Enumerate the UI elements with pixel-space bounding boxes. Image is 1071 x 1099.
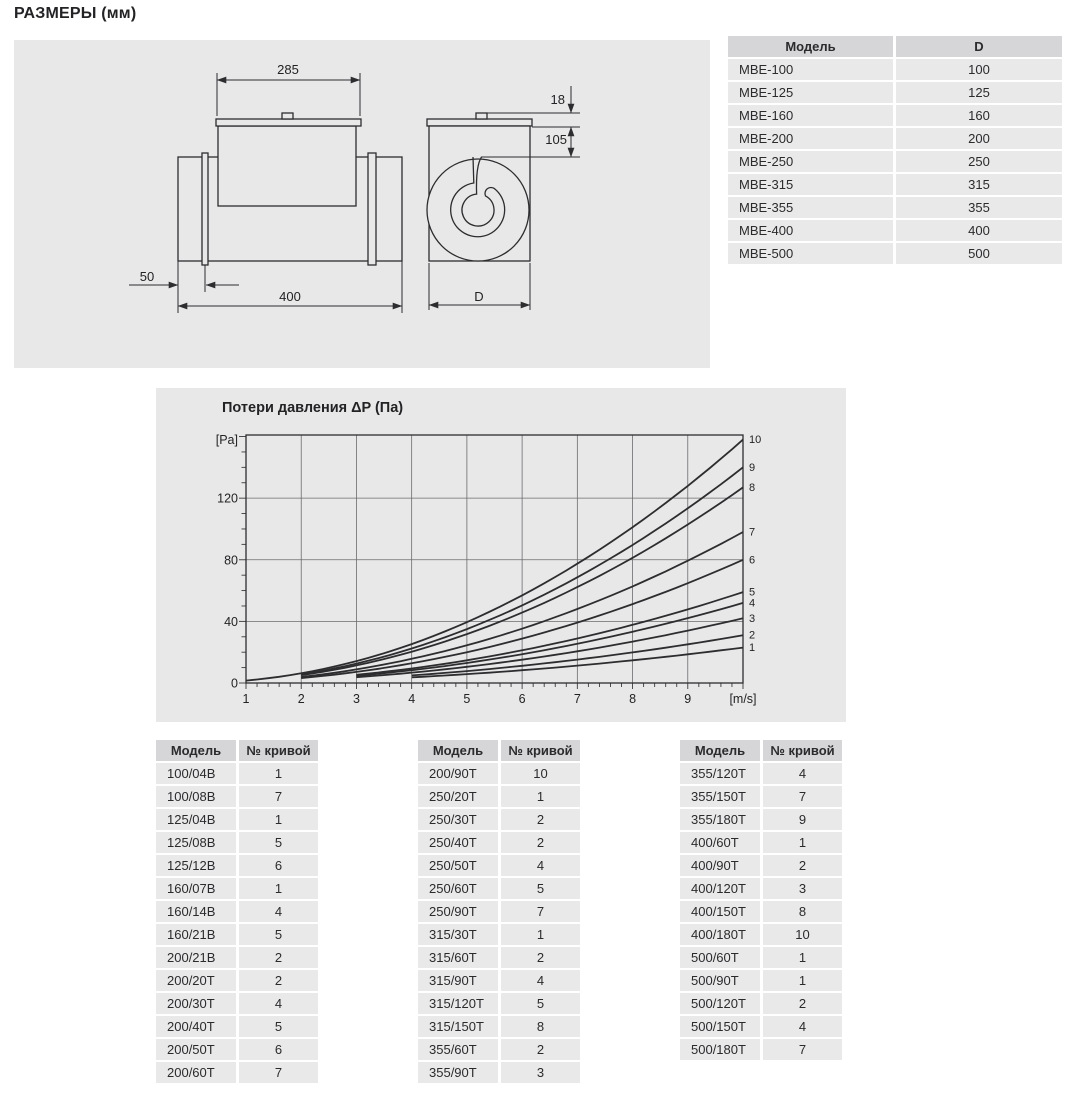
model-cell: МВЕ-250: [728, 151, 893, 172]
model-cell: 250/60Т: [418, 878, 498, 899]
model-cell: 315/90Т: [418, 970, 498, 991]
table-row: [680, 1016, 842, 1037]
value-cell: 1: [763, 947, 842, 968]
model-cell: 315/120Т: [418, 993, 498, 1014]
table-row: [418, 855, 580, 876]
model-cell: 200/40Т: [156, 1016, 236, 1037]
y-tick-label: 0: [231, 676, 238, 691]
model-cell: 355/150Т: [680, 786, 760, 807]
lid-knob: [282, 113, 293, 119]
model-cell: МВЕ-315: [728, 174, 893, 195]
table-row: [156, 947, 318, 968]
model-cell: 400/150Т: [680, 901, 760, 922]
table-header-row: [680, 740, 842, 761]
table-row: [156, 1039, 318, 1060]
pressure-loss-plot: [156, 388, 846, 722]
table-row: [156, 786, 318, 807]
curve-number-label: 9: [749, 461, 756, 474]
dim-box-width: 285: [277, 62, 299, 77]
model-cell: 100/08В: [156, 786, 236, 807]
curve-number-label: 6: [749, 554, 756, 567]
curve-number-label: 7: [749, 526, 756, 539]
value-cell: 8: [501, 1016, 580, 1037]
value-cell: 2: [239, 947, 318, 968]
table-row: [680, 763, 842, 784]
axis-ticks: [239, 437, 743, 689]
value-cell: 4: [239, 901, 318, 922]
value-cell: 160: [896, 105, 1062, 126]
value-cell: 9: [763, 809, 842, 830]
model-cell: 400/60Т: [680, 832, 760, 853]
dim-flange-offset: 50: [139, 269, 155, 284]
model-cell: 355/90Т: [418, 1062, 498, 1083]
table-row: [418, 1062, 580, 1083]
model-cell: 200/50Т: [156, 1039, 236, 1060]
y-tick-label: 80: [224, 553, 238, 568]
value-cell: 4: [763, 763, 842, 784]
value-cell: 7: [763, 1039, 842, 1060]
dim-diameter: D: [474, 289, 484, 304]
model-cell: 160/07В: [156, 878, 236, 899]
chart-title: Потери давления ΔP (Па): [222, 400, 404, 416]
value-cell: 1: [239, 763, 318, 784]
value-cell: 5: [239, 1016, 318, 1037]
value-cell: 1: [501, 786, 580, 807]
table-row: [418, 970, 580, 991]
model-cell: 500/180Т: [680, 1039, 760, 1060]
model-cell: 250/40Т: [418, 832, 498, 853]
table-row: [728, 105, 1062, 126]
front-lid: [427, 119, 532, 126]
table-row: [728, 82, 1062, 103]
value-cell: 2: [763, 855, 842, 876]
model-cell: 160/21В: [156, 924, 236, 945]
table-row: [680, 809, 842, 830]
dimension-drawing: [14, 40, 710, 368]
table-header-row: [418, 740, 580, 761]
pressure-loss-chart-panel: [156, 388, 846, 722]
table-row: [156, 924, 318, 945]
x-tick-label: 9: [684, 692, 692, 706]
value-cell: 2: [501, 809, 580, 830]
table-row: [418, 786, 580, 807]
value-cell: 400: [896, 220, 1062, 241]
flange-right: [368, 153, 376, 265]
model-diameter-table: [728, 36, 1062, 264]
table-row: [156, 763, 318, 784]
x-tick-label: 4: [408, 692, 416, 706]
model-cell: 250/20Т: [418, 786, 498, 807]
curve-table-2: [418, 740, 580, 1083]
model-cell: 400/120Т: [680, 878, 760, 899]
model-cell: 200/20Т: [156, 970, 236, 991]
table-row: [418, 878, 580, 899]
table-row: [418, 809, 580, 830]
x-tick-label: 5: [463, 692, 471, 706]
model-cell: 355/120Т: [680, 763, 760, 784]
column-header-model: Модель: [680, 740, 760, 761]
x-tick-label: 7: [573, 692, 581, 706]
pressure-curve-4: [356, 603, 743, 676]
value-cell: 5: [239, 832, 318, 853]
model-cell: 315/30Т: [418, 924, 498, 945]
model-cell: 355/60Т: [418, 1039, 498, 1060]
table-row: [418, 924, 580, 945]
model-cell: 200/60Т: [156, 1062, 236, 1083]
curve-number-label: 4: [749, 597, 756, 610]
value-cell: 4: [501, 855, 580, 876]
table-row: [418, 763, 580, 784]
axis-labels: [217, 434, 761, 706]
value-cell: 5: [239, 924, 318, 945]
model-cell: 250/50Т: [418, 855, 498, 876]
model-cell: МВЕ-100: [728, 59, 893, 80]
value-cell: 3: [501, 1062, 580, 1083]
value-cell: 7: [763, 786, 842, 807]
table-header-row: [728, 36, 1062, 57]
column-header-curve: № кривой: [501, 740, 580, 761]
table-row: [418, 1016, 580, 1037]
column-header-model: Модель: [418, 740, 498, 761]
value-cell: 5: [501, 993, 580, 1014]
table-row: [680, 855, 842, 876]
table-row: [680, 832, 842, 853]
flange-left: [202, 153, 208, 265]
table-body: [418, 763, 580, 1083]
curve-number-label: 1: [749, 642, 756, 655]
table-row: [680, 970, 842, 991]
table-body: [156, 763, 318, 1083]
table-row: [728, 128, 1062, 149]
duct-opening-circle: [427, 159, 529, 261]
model-cell: 500/90Т: [680, 970, 760, 991]
value-cell: 315: [896, 174, 1062, 195]
table-row: [418, 832, 580, 853]
page-title: РАЗМЕРЫ (мм): [14, 5, 137, 22]
value-cell: 100: [896, 59, 1062, 80]
model-cell: МВЕ-400: [728, 220, 893, 241]
y-tick-label: 40: [224, 614, 238, 629]
value-cell: 2: [501, 832, 580, 853]
model-cell: 500/120Т: [680, 993, 760, 1014]
model-cell: 125/04В: [156, 809, 236, 830]
table-row: [156, 901, 318, 922]
table-row: [418, 901, 580, 922]
table-body: [728, 59, 1062, 264]
value-cell: 3: [763, 878, 842, 899]
model-cell: 200/90Т: [418, 763, 498, 784]
value-cell: 7: [501, 901, 580, 922]
table-row: [728, 151, 1062, 172]
model-cell: 125/08В: [156, 832, 236, 853]
curve-number-label: 3: [749, 612, 756, 625]
y-tick-label: 120: [217, 491, 238, 506]
curve-number-label: 5: [749, 586, 756, 599]
value-cell: 355: [896, 197, 1062, 218]
model-cell: 250/30Т: [418, 809, 498, 830]
model-cell: МВЕ-355: [728, 197, 893, 218]
model-cell: МВЕ-500: [728, 243, 893, 264]
model-cell: МВЕ-160: [728, 105, 893, 126]
value-cell: 6: [239, 1039, 318, 1060]
model-cell: 400/180Т: [680, 924, 760, 945]
value-cell: 4: [501, 970, 580, 991]
table-row: [156, 993, 318, 1014]
model-cell: 500/60Т: [680, 947, 760, 968]
x-tick-label: 3: [352, 692, 360, 706]
dim-lid-height: 18: [550, 92, 565, 107]
x-tick-label: 1: [242, 692, 250, 706]
value-cell: 2: [239, 970, 318, 991]
column-header-curve: № кривой: [239, 740, 318, 761]
terminal-box: [218, 126, 356, 206]
value-cell: 10: [763, 924, 842, 945]
value-cell: 200: [896, 128, 1062, 149]
model-cell: 355/180Т: [680, 809, 760, 830]
value-cell: 4: [239, 993, 318, 1014]
model-cell: 100/04В: [156, 763, 236, 784]
x-tick-label: 8: [629, 692, 637, 706]
table-row: [680, 924, 842, 945]
table-row: [728, 59, 1062, 80]
value-cell: 250: [896, 151, 1062, 172]
table-row: [156, 1062, 318, 1083]
curve-number-label: 8: [749, 481, 756, 494]
table-row: [680, 993, 842, 1014]
model-cell: 500/150Т: [680, 1016, 760, 1037]
model-cell: 160/14В: [156, 901, 236, 922]
x-axis-unit-label: [m/s]: [729, 692, 757, 706]
table-row: [156, 832, 318, 853]
value-cell: 2: [501, 1039, 580, 1060]
model-cell: 315/60Т: [418, 947, 498, 968]
table-row: [418, 1039, 580, 1060]
table-row: [728, 197, 1062, 218]
value-cell: 7: [239, 786, 318, 807]
value-cell: 4: [763, 1016, 842, 1037]
table-row: [156, 970, 318, 991]
x-tick-label: 2: [297, 692, 305, 706]
curve-number-label: 10: [749, 434, 762, 447]
table-row: [728, 174, 1062, 195]
column-header-model: Модель: [728, 36, 893, 57]
model-cell: 200/21В: [156, 947, 236, 968]
value-cell: 125: [896, 82, 1062, 103]
front-knob: [476, 113, 487, 119]
model-cell: 315/150Т: [418, 1016, 498, 1037]
table-row: [728, 243, 1062, 264]
table-row: [680, 786, 842, 807]
value-cell: 1: [239, 878, 318, 899]
column-header-curve: № кривой: [763, 740, 842, 761]
model-cell: МВЕ-200: [728, 128, 893, 149]
value-cell: 5: [501, 878, 580, 899]
table-body: [680, 763, 842, 1060]
model-cell: 250/90Т: [418, 901, 498, 922]
table-row: [680, 901, 842, 922]
table-row: [680, 947, 842, 968]
curve-table-3: [680, 740, 842, 1060]
dimension-drawing-panel: [14, 40, 710, 368]
value-cell: 1: [239, 809, 318, 830]
table-row: [156, 878, 318, 899]
y-axis-unit-label: [Pa]: [215, 433, 238, 447]
value-cell: 2: [501, 947, 580, 968]
value-cell: 7: [239, 1062, 318, 1083]
model-cell: МВЕ-125: [728, 82, 893, 103]
curve-table-1: [156, 740, 318, 1083]
table-row: [680, 1039, 842, 1060]
column-header-d: D: [896, 36, 1062, 57]
x-tick-label: 6: [518, 692, 526, 706]
column-header-model: Модель: [156, 740, 236, 761]
value-cell: 8: [763, 901, 842, 922]
model-cell: 200/30Т: [156, 993, 236, 1014]
table-header-row: [156, 740, 318, 761]
table-row: [156, 809, 318, 830]
curve-number-label: 2: [749, 629, 756, 642]
dim-body-length: 400: [279, 289, 301, 304]
model-cell: 400/90Т: [680, 855, 760, 876]
model-cell: 125/12В: [156, 855, 236, 876]
table-row: [156, 1016, 318, 1037]
value-cell: 6: [239, 855, 318, 876]
terminal-box-lid: [216, 119, 361, 126]
value-cell: 2: [763, 993, 842, 1014]
table-row: [418, 993, 580, 1014]
value-cell: 10: [501, 763, 580, 784]
value-cell: 1: [763, 832, 842, 853]
value-cell: 1: [763, 970, 842, 991]
table-row: [680, 878, 842, 899]
value-cell: 1: [501, 924, 580, 945]
value-cell: 500: [896, 243, 1062, 264]
dim-element-depth: 105: [545, 132, 567, 147]
table-row: [418, 947, 580, 968]
table-row: [156, 855, 318, 876]
table-row: [728, 220, 1062, 241]
